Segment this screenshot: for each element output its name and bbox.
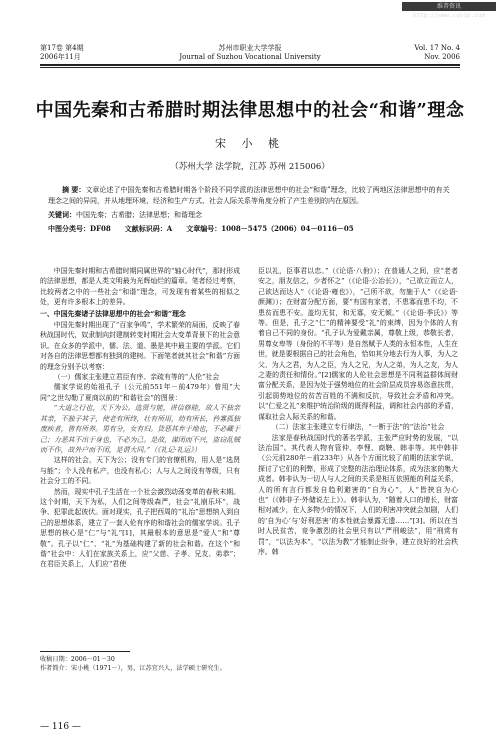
keywords-text: 中国先秦；古希腊；法律思想；和谐理念 — [76, 211, 202, 219]
header-date: 2006年11月 — [40, 53, 81, 61]
body-paragraph: 然而，现实中孔子生活在一个社会激烈动荡变革的春秋末期。这个时期，天下为私，人们之间等级森严，社会“礼崩乐坏”，战争、犯罪此起彼伏。面对现实，孔子把西周的“礼治”思想纳入到自己的思想体系，建立了一套人伦有序的和谐社会的儒家学说。孔子思想的核心是“仁”与“礼”[1]，其最根本的意思是“爱人”和“尊敬”。孔子以“仁”、“礼”为基础构建了新的社会和谐。在这个“和谐”社会中：人们在家族关系上，应“父慈、子孝、兄友、弟恭”；在君臣关系上，人们应“君使 — [40, 487, 240, 569]
body-paragraph: 儒家学说的始祖孔子（公元前551年－前479年）曾用“大同”之世勾勒了夏商以前的“和谐社会”的图景： — [40, 383, 240, 402]
body-paragraph: （一）儒家主张建立君臣有序、亲疏有等的“人伦”社会 — [53, 373, 220, 382]
article-author: 宋 小 桃 — [215, 137, 285, 150]
footnote-author-info: 作者简介：宋小桃（1971－），男，江苏宜兴人，法学硕士研究生。 — [40, 665, 226, 672]
article-title: 中国先秦和古希腊时期法律思想中的社会“和谐”理念 — [35, 100, 465, 121]
header-journal-cn: 苏州市职业大学学报 — [218, 44, 282, 52]
abstract-text: 文章论述了中国先秦和古希腊时期各个阶段不同学派的法律思想中的社会“和谐”理念，比较了两地区法律思想中的有关理念之间的异同，并从地理环境、经济和生产方式、社会人际关系等角度分析了产生差别的内在原因。 — [48, 186, 450, 205]
keywords-line — [48, 209, 452, 221]
footnote-rule — [40, 651, 130, 652]
abstract-block — [48, 184, 452, 234]
header-vol-en: Vol. 17 No. 4 — [414, 44, 460, 52]
body-paragraph: 中国先秦时期和古希腊时期同属世界的“轴心时代”，那时形成的法律思想，都是人类文明最为光辉灿烂的篇章。笔者经过考察，比较两者之中的一些社会“和谐”理念，可发现有着某些的相似之处，更有许多根本上的差异。 — [40, 267, 240, 307]
keywords-label: 关键词： — [48, 210, 76, 219]
header-volume-issue: 第17卷 第4期 — [40, 44, 84, 52]
body-paragraph: 这样的社会，天下为公；没有专门的官僚机构，用人是“选贤与能”；个人没有私产，也没有私心；人与人之间没有等级，只有社会分工的不同。 — [40, 456, 240, 486]
body-paragraph: 法家是春秋战国时代的著名学派，主张严应时势的发展，“以法治国”。其代表人物有管仲、李悝、商鞅、韩非等。其中韩非（公元前280年－前233年）从各个方面比较了前期的法家学说，探讨了它们的利弊，形成了完整的法治理论体系，成为法家的集大成者。韩非认为一切人与人之间的关系是相互依照能的利益关系，人的所有言行都发自趋利避害的“自为心”，人“皆挟自为心也”（《韩非子·外储说左上》）。韩非认为，“随着人口的增长，财富相对减少，在人多物少的情况下，人们的利害冲突就会加剧，人们的‘自为心’与‘好利恶害’的本性就会暴露无遗……”[3]。所以在当时人民贫苦，竞争激烈的社会里只有以“严刑峻法”，用“刑赏有罚”，“以法为本”，“以法为教”才能制止纷争，建立良好的社会秩序。韩 — [258, 433, 458, 556]
header-date-en: Nov. 2006 — [424, 53, 460, 61]
body-paragraph: 中国先秦时期出现了“百家争鸣”，学术繁荣的局面，反映了春秋战国时代，奴隶制向封建制转变时期社会大变革背景下的社会意识。在众多的学派中，儒、法、道、墨是其中最主要的学派。它们对各自的法律思想都有独到的建树。下面笔者就其社会“和谐”方面的理念分别予以考察： — [40, 321, 240, 371]
classification-line: 中图分类号：DF08 文献标识码：A 文章编号：1008－5475（2006）04－0116－05 — [48, 224, 354, 233]
header-rule-thin — [40, 67, 460, 68]
body-paragraph: （二）法家主张建立专行律法，“一断于法”的“法治”社会 — [271, 423, 445, 432]
abstract-paragraph — [48, 184, 452, 207]
body-column-right — [258, 266, 458, 557]
header-journal-en: Journal of Suzhou Vocational University — [179, 53, 321, 61]
body-column-left — [40, 266, 240, 570]
footnote-received: 收稿日期：2006－01－30 — [40, 656, 115, 663]
watermark-banner: 维普资讯 http://www.cqvip.com — [402, 2, 496, 11]
header-rule-thick — [40, 64, 460, 66]
journal-volume-right — [414, 44, 460, 62]
block-quote: “大道之行也，天下为公。选贤与能，讲信修睦，故人不独亲其亲，不独子其子，使老有所终，壮有所用，幼有所长，矜寡孤独废疾者，皆有所养。男有分，女有归。货恶其弃于地也，不必藏于己；力恶其不出于身也，不必为己。是故，谋闭而不兴，盗窃乱贼而不作，故外户而不闭，是谓大同。”（《礼记·礼运》） — [40, 404, 240, 454]
section-heading: 一、中国先秦诸子法律思想中的社会“和谐”理念 — [40, 309, 186, 318]
page-number: — 116 — — [40, 722, 81, 732]
author-affiliation: （苏州大学 法学院，江苏 苏州 215006） — [170, 162, 330, 172]
abstract-label: 摘 要： — [62, 185, 86, 194]
body-paragraph: 臣以礼，臣事君以忠。”（《论语·八佾》）；在普通人之间，应“老者安之，朋友信之，少者怀之”（《论语·公冶长》），“己欲立而立人，己欲达而达人”（《论语·雍也》），“己所不欲，勿施于人”（《论语·颜渊》）；在财富分配方面，要“有国有家者，不患寡而患不均，不患贫而患不安。盖均无贫，和无寡，安无倾。”（《论语·季氏》）等等。但是，孔子之“仁”的精神要受“礼”的束缚，因为个体的人有着自己不同的身份。“孔子认为爱戴亲属，尊敬上级，恭敬长者，男尊女卑等（身份的不平等）是自然赋予人类的永恒本性，人生在世，就是要根据自己的社会角色，恰如其分地去行为人事，为人之父、为人之君，为人之臣，为人之兄，为人之弟，为人之友，为人之妻的责任和情份。”[2]儒家的人伦社会思想是不同利益群体间财富分配关系，是因为处于强势地位的社会阶层成员容易恣意扶贯，引起弱势地位的贫苦百姓的不满和反抗，导致社会矛盾和冲突。以“仁爱之礼”来维护统治阶级的既得利益，调和社会内部的矛盾，谋取社会人际关系的和谐。 — [258, 267, 458, 421]
